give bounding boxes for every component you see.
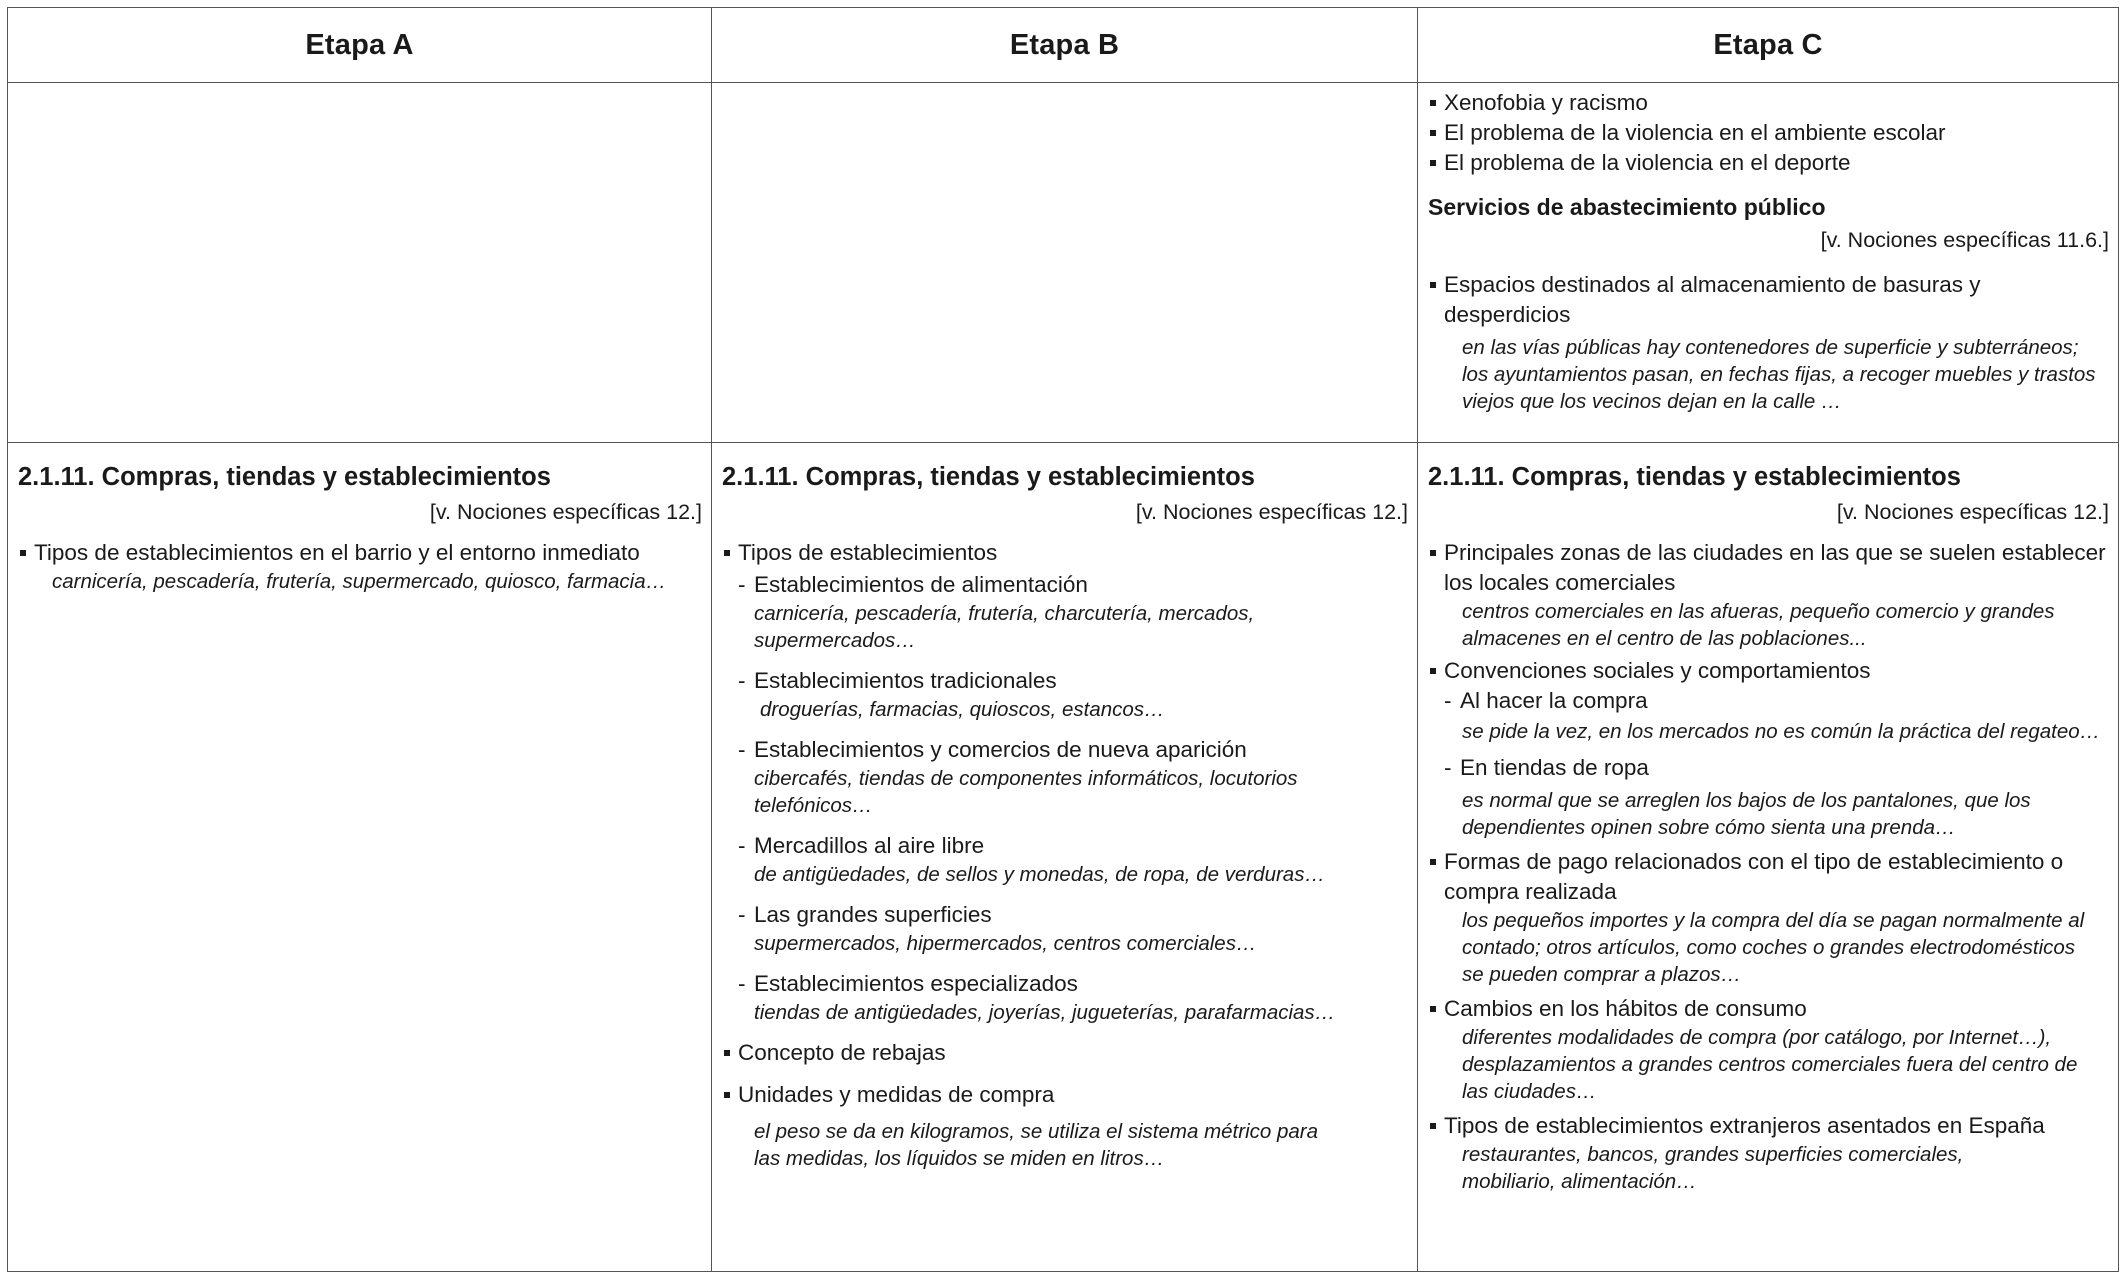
example-text: los pequeños importes y la compra del día se pagan normalmente al contado; otros artículos, como coches o grandes electrodomésticos se pueden comprar a plazos… xyxy=(1462,909,2085,986)
example-text: de antigüedades, de sellos y monedas, de ropa, de verduras… xyxy=(754,863,1325,886)
example-text: restaurantes, bancos, grandes superficies comerciales, mobiliario, alimentación… xyxy=(1462,1143,1964,1193)
column-header-etapa-b: Etapa B xyxy=(1009,29,1120,61)
list-item: Formas de pago relacionados con el tipo de establecimiento o compra realizada xyxy=(1428,847,2108,907)
example-text: se pide la vez, en los mercados no es común la práctica del regateo… xyxy=(1462,720,2101,743)
row-divider xyxy=(8,442,2118,443)
sub-item: - Mercadillos al aire libre xyxy=(738,833,985,858)
cell-c xyxy=(1418,444,2118,1195)
list-item: Espacios destinados al almacenamiento de basuras y desperdicios xyxy=(1428,270,2108,330)
example-text: cibercafés, tiendas de componentes informáticos, locutorios telefónicos… xyxy=(754,767,1298,817)
reference: [v. Nociones específicas 11.6.] xyxy=(1820,228,2109,252)
list-item: Tipos de establecimientos extranjeros asentados en España xyxy=(1428,1111,2108,1141)
sub-item: - Establecimientos especializados xyxy=(738,971,1078,996)
list-item: Tipos de establecimientos xyxy=(722,538,1407,568)
cell-a xyxy=(8,444,711,595)
list-item: El problema de la violencia en el ambiente escolar xyxy=(1428,118,2108,148)
example-text: carnicería, pescadería, frutería, supermercado, quiosco, farmacia… xyxy=(52,570,667,593)
column-header-etapa-a: Etapa A xyxy=(305,29,414,61)
example-text: supermercados, hipermercados, centros comerciales… xyxy=(754,932,1257,955)
reference: [v. Nociones específicas 12.] xyxy=(1135,500,1408,524)
list-item: Principales zonas de las ciudades en las que se suelen establecer los locales comerciales xyxy=(1428,538,2108,598)
list-item: El problema de la violencia en el deporte xyxy=(1428,148,2108,178)
example-text: es normal que se arreglen los bajos de los pantalones, que los dependientes opinen sobre cómo sienta una prenda… xyxy=(1462,789,2031,839)
example-text: en las vías públicas hay contenedores de superficie y subterráneos; los ayuntamientos pasan, en fechas fijas, a recoger muebles y trastos viejos que los vecinos dejan en la calle … xyxy=(1462,336,2096,413)
list-item: Cambios en los hábitos de consumo xyxy=(1428,994,2108,1024)
cell-top-c xyxy=(1418,88,2118,415)
list-item: Tipos de establecimientos en el barrio y el entorno inmediato xyxy=(18,538,701,568)
sub-item: - Establecimientos tradicionales xyxy=(738,668,1057,693)
sub-item: - Establecimientos y comercios de nueva aparición xyxy=(738,737,1247,762)
sub-item: - Al hacer la compra xyxy=(1444,688,1648,713)
section-title: 2.1.11. Compras, tiendas y establecimientos xyxy=(18,463,551,491)
section-title: 2.1.11. Compras, tiendas y establecimientos xyxy=(1428,463,1961,491)
sub-item: - En tiendas de ropa xyxy=(1444,755,1649,780)
list-item: Unidades y medidas de compra xyxy=(722,1080,1407,1110)
sub-item: - Establecimientos de alimentación xyxy=(738,572,1088,597)
list-item: Xenofobia y racismo xyxy=(1428,88,2108,118)
column-header-etapa-c: Etapa C xyxy=(1713,29,1823,61)
example-text: centros comerciales en las afueras, pequeño comercio y grandes almacenes en el centro de las poblaciones... xyxy=(1462,600,2055,650)
example-text: el peso se da en kilogramos, se utiliza el sistema métrico para las medidas, los líquidos se miden en litros… xyxy=(754,1120,1319,1170)
list-item: Convenciones sociales y comportamientos xyxy=(1428,656,2108,686)
reference: [v. Nociones específicas 12.] xyxy=(1836,500,2109,524)
curriculum-table xyxy=(7,7,2119,1272)
example-text: diferentes modalidades de compra (por catálogo, por Internet…), desplazamientos a grandes centros comerciales fuera del centro de las ciudades… xyxy=(1462,1026,2078,1103)
example-text: carnicería, pescadería, frutería, charcutería, mercados, supermercados… xyxy=(754,602,1255,652)
sub-item: - Las grandes superficies xyxy=(738,902,992,927)
list-item: Concepto de rebajas xyxy=(722,1038,1407,1068)
cell-b xyxy=(712,444,1417,1172)
section-title: 2.1.11. Compras, tiendas y establecimientos xyxy=(722,463,1255,491)
reference: [v. Nociones específicas 12.] xyxy=(429,500,702,524)
example-text: tiendas de antigüedades, joyerías, jugueterías, parafarmacias… xyxy=(754,1001,1336,1024)
subheading: Servicios de abastecimiento público xyxy=(1428,194,1826,220)
example-text: droguerías, farmacias, quioscos, estancos… xyxy=(760,698,1165,721)
